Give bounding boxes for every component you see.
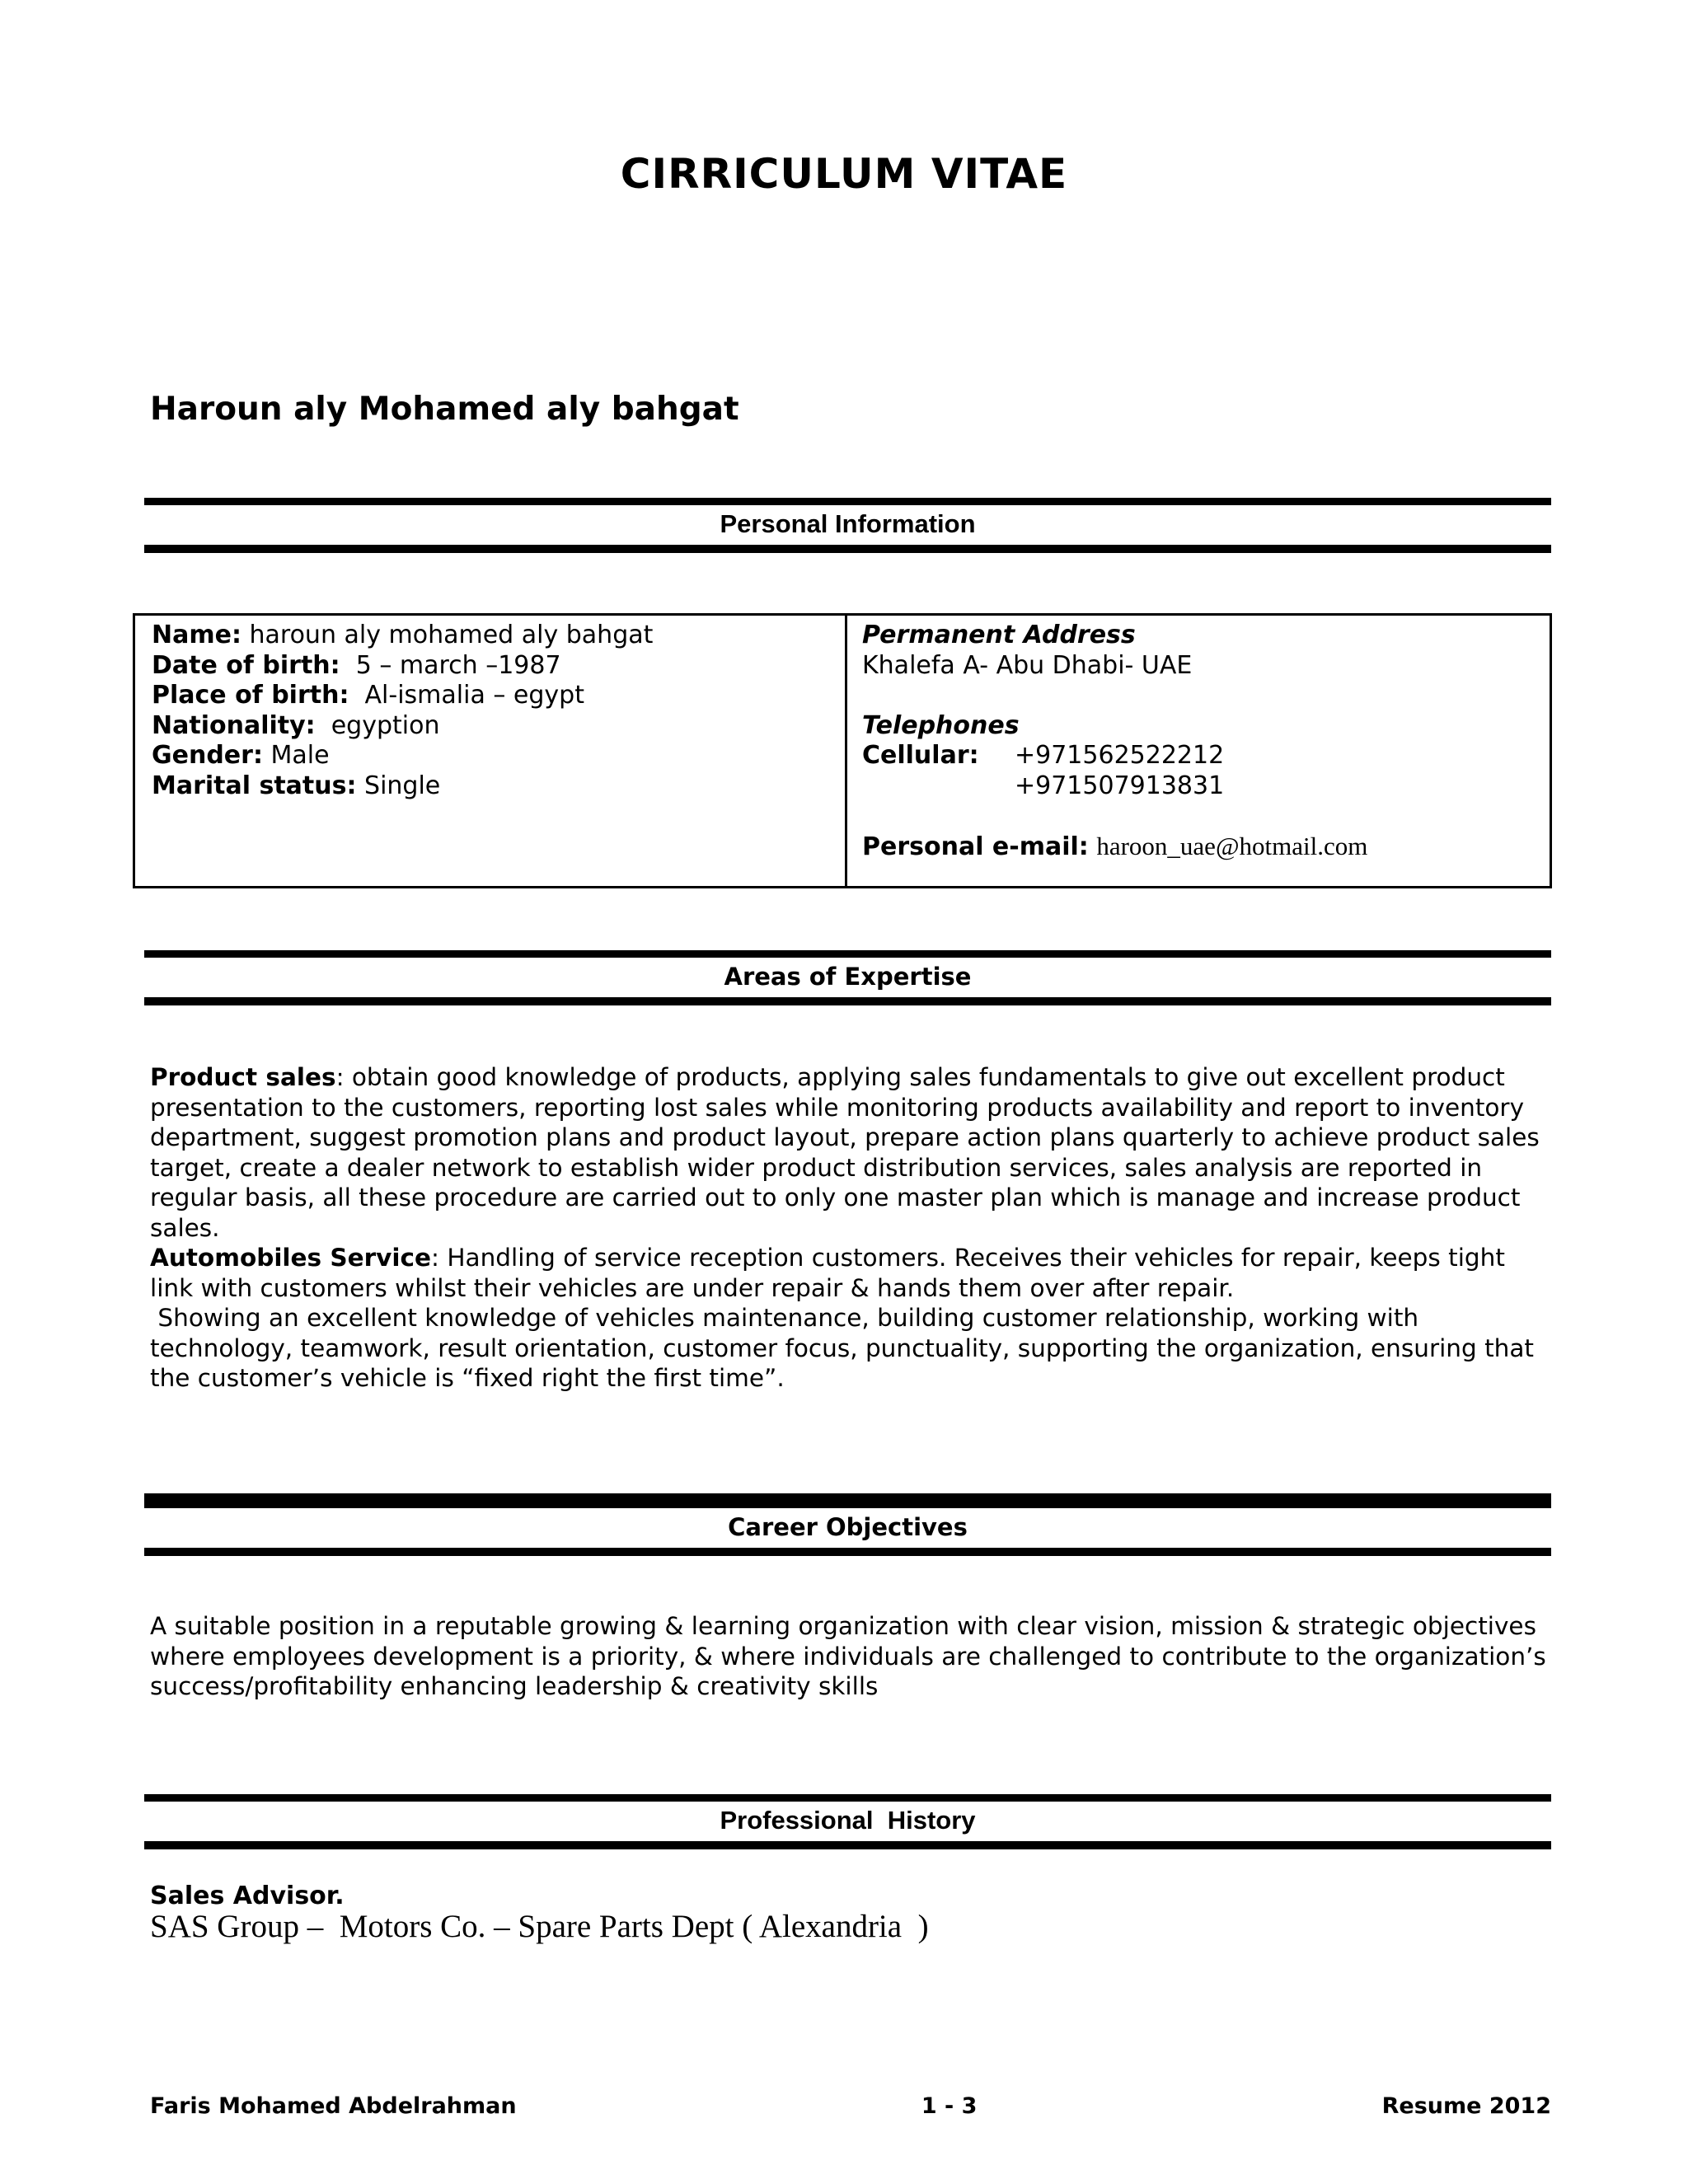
section-title: Professional History <box>720 1806 976 1835</box>
gender-label: Gender: <box>152 741 263 770</box>
section-career-objectives <box>144 1493 1551 1556</box>
telephones-heading: Telephones <box>862 710 1020 740</box>
dob-label: Date of birth: <box>152 650 340 680</box>
footer-author: Faris Mohamed Abdelrahman <box>150 2093 517 2119</box>
company-line: SAS Group – Motors Co. – Spare Parts Dept ( Alexandria ) <box>150 1909 929 1944</box>
email-row <box>862 832 1533 863</box>
personal-info-table <box>133 613 1552 888</box>
section-rule-bottom <box>144 1841 1551 1849</box>
section-rule-bottom <box>144 997 1551 1005</box>
career-objectives-paragraph: A suitable position in a reputable growing & learning organization with clear vision, mission & strategic objectives where employees development is a priority, & where individuals are challenged to contribute to the organization’s success/profitability enhancing leadership & creativity skills <box>150 1612 1546 1700</box>
section-title: Areas of Expertise <box>724 963 972 991</box>
document-title: CIRRICULUM VITAE <box>620 150 1068 198</box>
product-sales-label: Product sales <box>150 1063 336 1091</box>
pob-value: Al-ismalia – egypt <box>349 681 584 710</box>
phone-number-2: +971507913831 <box>1015 771 1225 800</box>
person-name-heading: Haroun aly Mohamed aly bahgat <box>150 391 739 428</box>
section-rule-top <box>144 498 1551 505</box>
personal-details-column <box>135 616 847 886</box>
expertise-text <box>150 1062 1551 1394</box>
job-title: Sales Advisor. <box>150 1882 345 1910</box>
nationality-value: egyption <box>315 710 440 740</box>
cellular-label: Cellular: <box>862 741 979 770</box>
section-rule-top <box>144 950 1551 958</box>
section-rule-top <box>144 1794 1551 1802</box>
cellular-row-2 <box>862 771 1533 802</box>
phone-number-1: +971562522212 <box>1015 741 1225 770</box>
address-value: Khalefa A- Abu Dhabi- UAE <box>862 650 1193 680</box>
name-row <box>152 621 828 651</box>
footer-resume-year: Resume 2012 <box>1381 2093 1551 2119</box>
email-label: Personal e-mail: <box>862 832 1089 861</box>
automobiles-service-paragraph-2: Showing an excellent knowledge of vehicles maintenance, building customer relationship, working with technology, teamwork, result orientation, customer focus, punctuality, supporting the organization, ensuring that the customer’s vehicle is “fixed right the first time”. <box>150 1304 1542 1392</box>
email-value: haroon_uae@hotmail.com <box>1096 831 1368 860</box>
dob-value: 5 – march –1987 <box>340 650 561 680</box>
section-professional-history <box>144 1794 1551 1849</box>
product-sales-paragraph <box>150 1062 1551 1243</box>
section-rule-bottom <box>144 545 1551 553</box>
phone-indent <box>862 771 1015 802</box>
dob-row <box>152 651 828 682</box>
contact-column <box>847 616 1550 886</box>
marital-row <box>152 771 828 802</box>
spacer <box>862 801 1533 832</box>
section-rule-top <box>144 1493 1551 1508</box>
cellular-row-1 <box>862 741 1533 771</box>
name-label: Name: <box>152 621 241 649</box>
address-heading: Permanent Address <box>862 621 1136 649</box>
name-value: haroun aly mohamed aly bahgat <box>241 621 654 649</box>
gender-row <box>152 741 828 771</box>
automobiles-service-text: : Handling of service reception customers. Receives their vehicles for repair, keeps tight link with customers whilst their vehicles are under repair & hands them over after repair. <box>150 1244 1505 1302</box>
pob-row <box>152 681 828 711</box>
automobiles-service-paragraph <box>150 1243 1551 1303</box>
product-sales-text: : obtain good knowledge of products, applying sales fundamentals to give out excellent product presentation to the customers, reporting lost sales while monitoring products availability and report to inventory department, suggest promotion plans and product layout, prepare action plans quarterly to achieve product sales target, create a dealer network to establish wider product distribution services, sales analysis are reported in regular basis, all these procedure are carried out to only one master plan which is manage and increase product sales. <box>150 1063 1540 1242</box>
marital-value: Single <box>356 771 441 800</box>
section-personal-information <box>144 498 1551 553</box>
nationality-label: Nationality: <box>152 710 316 740</box>
gender-value: Male <box>262 741 330 770</box>
pob-label: Place of birth: <box>152 681 349 710</box>
career-objectives-text <box>150 1611 1551 1702</box>
page-footer <box>150 2093 1551 2119</box>
marital-label: Marital status: <box>152 771 357 800</box>
section-rule-bottom <box>144 1548 1551 1556</box>
section-areas-of-expertise <box>144 950 1551 1005</box>
section-title: Personal Information <box>720 509 976 538</box>
section-title: Career Objectives <box>728 1513 968 1541</box>
automobiles-service-label: Automobiles Service <box>150 1244 432 1272</box>
nationality-row <box>152 711 828 742</box>
footer-page-number: 1 - 3 <box>921 2093 978 2119</box>
spacer <box>862 681 1533 711</box>
